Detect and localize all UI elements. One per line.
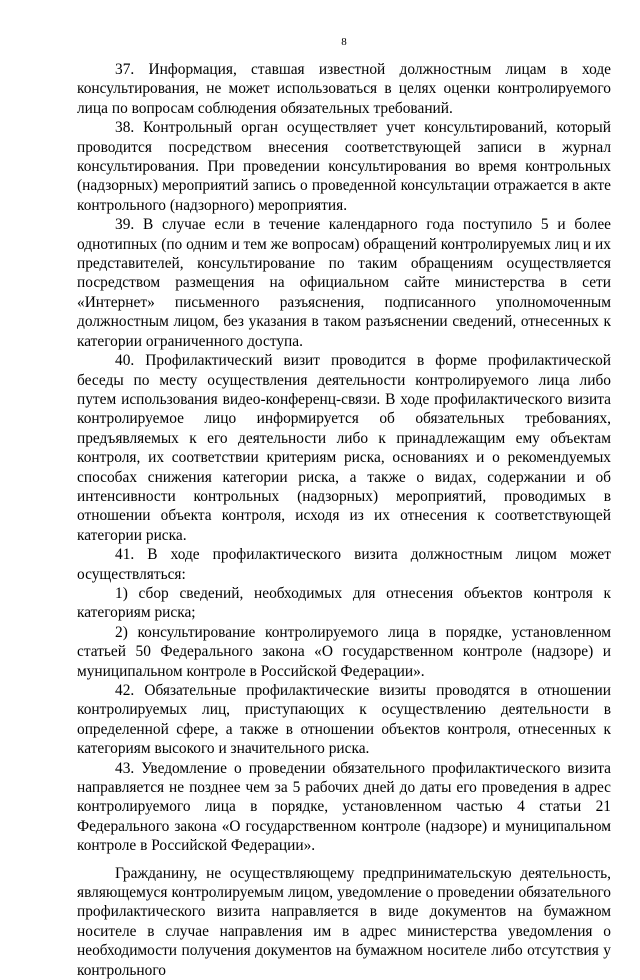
paragraph-citizen-notice: Гражданину, не осуществляющему предпринимательскую деятельность, являющемуся контролируемым лицом, уведомление о проведении обязательного профилактического визита направляется в виде документов на бумажном носителе в случае направления им в адрес министерства уведомления о необходимости получения документов на бумажном носителе либо отсутствия у контрольного bbox=[77, 864, 611, 979]
paragraph-42: 42. Обязательные профилактические визиты проводятся в отношении контролируемых лиц, приступающих к осуществлению деятельности в определенной сфере, а также в отношении объектов контроля, отнесенных к категориям высокого и значительного риска. bbox=[77, 682, 611, 758]
page-number: 8 bbox=[341, 36, 347, 48]
paragraph-41: 41. В ходе профилактического визита должностным лицом может осуществляться: bbox=[77, 546, 611, 583]
paragraph-37: 37. Информация, ставшая известной должностным лицам в ходе консультирования, не может использоваться в целях оценки контролируемого лица по вопросам соблюдения обязательных требований. bbox=[77, 61, 611, 117]
list-item-2: 2) консультирование контролируемого лица в порядке, установленном статьей 50 Федерального закона «О государственном контроле (надзоре) и муниципальном контроле в Российской Федерации». bbox=[77, 623, 611, 680]
paragraph-40: 40. Профилактический визит проводится в форме профилактической беседы по месту осуществления деятельности контролируемого лица либо путем использования видео-конференц-связи. В ходе профилактического визита контролируемое лицо информируется об обязательных требованиях, предъявляемых к его деятельности либо к принадлежащим ему объектам контроля, их соответствии критериям риска, основаниях и о рекомендуемых способах снижения категории риска, а также о видах, содержании и об интенсивности контрольных (надзорных) мероприятий, проводимых в отношении объекта контроля, исходя из их отнесения к соответствующей категории риска. bbox=[77, 352, 611, 544]
document-body bbox=[77, 60, 611, 980]
list-item-1: 1) сбор сведений, необходимых для отнесения объектов контроля к категориям риска; bbox=[77, 584, 611, 622]
paragraph-39: 39. В случае если в течение календарного года поступило 5 и более однотипных (по одним и тем же вопросам) обращений контролируемых лиц и их представителей, консультирование по таким обращениям осуществляется посредством размещения на официальном сайте министерства в сети «Интернет» письменного разъяснения, подписанного уполномоченным должностным лицом, без указания в таком разъяснении сведений, отнесенных к категории ограниченного доступа. bbox=[77, 216, 611, 350]
paragraph-38: 38. Контрольный орган осуществляет учет консультирований, который проводится посредством внесения соответствующей записи в журнал консультирования. При проведении консультирования во время контрольных (надзорных) мероприятий запись о проведенной консультации отражается в акте контрольного (надзорного) мероприятия. bbox=[77, 119, 611, 214]
paragraph-43: 43. Уведомление о проведении обязательного профилактического визита направляется не позднее чем за 5 рабочих дней до даты его проведения в адрес контролируемого лица в порядке, установленном частью 4 статьи 21 Федерального закона «О государственном контроле (надзоре) и муниципальном контроле в Российской Федерации». bbox=[77, 759, 611, 855]
